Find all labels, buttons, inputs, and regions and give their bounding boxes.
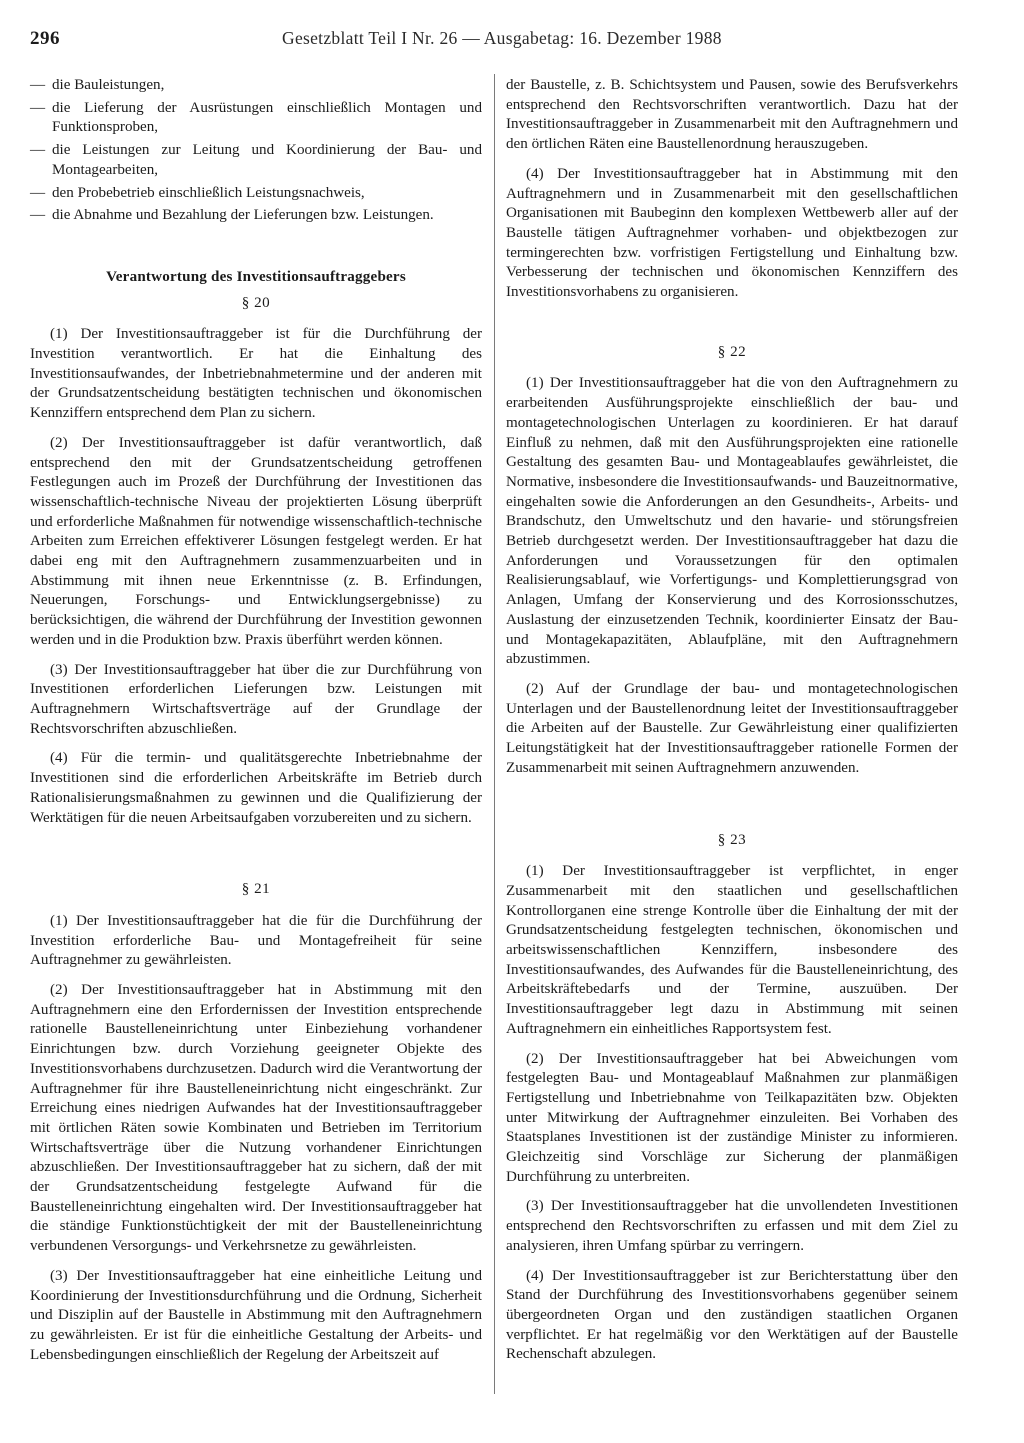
paragraph-21-1: (1) Der Investitionsauftraggeber hat die für die Durchführung der Investition erforderliche Bau- und Montagefreiheit für seine Auftragnehmer zu gewährleisten.	[30, 912, 482, 969]
list-item: — die Lieferung der Ausrüstungen einschließlich Montagen und Funktionsproben,	[30, 99, 482, 136]
section-heading: Verantwortung des Investitionsauftraggebers	[106, 268, 406, 285]
list-item: — die Leistungen zur Leitung und Koordinierung der Bau- und Montagearbeiten,	[30, 142, 482, 178]
running-title: Gesetzblatt Teil I Nr. 26 — Ausgabetag: 16. Dezember 1988	[282, 28, 722, 48]
paragraph-23-3: (3) Der Investitionsauftraggeber hat die unvollendeten Investitionen entsprechend den Rechtsvorschriften zu erfassen und mit dem Ziel zu analysieren, ihren Umfang spürbar zu verringern.	[506, 1198, 958, 1254]
paragraph-20-4: (4) Für die termin- und qualitätsgerechte Inbetriebnahme der Investitionen sind die erforderlichen Arbeitskräfte im Betrieb durch Rationalisierungsmaßnahmen zu gewinnen und die Qualifizierung der Werktätigen für die neuen Arbeitsaufgaben vorzubereiten und zu sichern.	[30, 750, 482, 826]
list-item: — die Abnahme und Bezahlung der Lieferungen bzw. Leistungen.	[30, 207, 434, 224]
paragraph-23-4: (4) Der Investitionsauftraggeber ist zur Berichterstattung über den Stand der Durchführung des Investitionsvorhabens gegenüber seinem übergeordneten Organ und den zuständigen staatlichen Organen verpflichtet. Er hat regelmäßig vor den Werktätigen auf der Baustelle Rechenschaft abzulegen.	[506, 1267, 958, 1363]
page-number: 296	[30, 28, 60, 49]
paragraph-23-2: (2) Der Investitionsauftraggeber hat bei Abweichungen vom festgelegten Bau- und Montageablauf Maßnahmen zur planmäßigen Fertigstellung und Inbetriebnahme von Teilkapazitäten bzw. Objekten unter Mitwirkung der Auftragnehmer einzuleiten. Bei Vorhaben des Staatsplanes Investitionen ist der zuständige Minister zu informieren. Gleichzeitig sind Vorschläge zur Sicherung der planmäßigen Durchführung zu unterbreiten.	[506, 1050, 958, 1185]
list-item: — die Bauleistungen,	[30, 77, 165, 93]
paragraph-20-2: (2) Der Investitionsauftraggeber ist dafür verantwortlich, daß entsprechend den mit der Grundsatzentscheidung getroffenen Festlegungen auch im Prozeß der Durchführung der Investitionen das wissenschaftlich-technische Niveau der projektierten Lösung überprüft und erforderliche Maßnahmen für notwendige wissenschaftlich-technische Arbeiten zum Erreichen effektiverer Lösungen festgelegt werden. Er hat dabei eng mit den Auftragnehmern zusammenzuarbeiten und in Abstimmung mit ihnen neue Erkenntnisse (z. B. Erfindungen, Neuerungen, Forschungs- und Entwicklungsergebnisse) zu berücksichtigen, die während der Durchführung der Investition gewonnen werden und in die Produktion bzw. Praxis überführt werden können.	[30, 434, 482, 648]
list-item: — den Probebetrieb einschließlich Leistungsnachweis,	[30, 184, 365, 201]
paragraph-22-2: (2) Auf der Grundlage der bau- und montagetechnologischen Unterlagen und der Baustellenordnung leitet der Investitionsauftraggeber die Arbeiten auf der Baustelle. Zur Gewährleistung einer qualifizierten Leitungstätigkeit hat der Investitionsauftraggeber rationelle Formen der Zusammenarbeit mit seinen Auftragnehmern anzuwenden.	[506, 680, 958, 776]
paragraph-22-1: (1) Der Investitionsauftraggeber hat die von den Auftragnehmern zu erarbeitenden Ausführungsprojekte einschließlich der bau- und montagetechnologischen Unterlagen zu koordinieren. Er hat darauf Einfluß zu nehmen, daß mit den Ausführungsprojekten eine rationelle Gestaltung des gesamten Bau- und Montageablaufes gewährleistet, die Normative, insbesondere die Investitionsaufwands- und Bauzeitnormative, eingehalten sowie die Anforderungen an den Gesundheits-, Arbeits- und Brandschutz, den Umweltschutz und den havarie- und störungsfreien Betrieb durchgesetzt werden. Der Investitionsauftraggeber hat dazu die Anforderungen und Voraussetzungen für den optimalen Realisierungsablauf, wie Vorfertigungs- und Komplettierungsgrad von Anlagen, Umfang der Konservierung und des Korrosionsschutzes, Auslastung der einzusetzenden Technik, koordinierter Einsatz der Bau- und Montagekapazitäten, Ablaufpläne, mit den Auftragnehmern abzustimmen.	[506, 375, 958, 668]
paragraph-20-3: (3) Der Investitionsauftraggeber hat über die zur Durchführung von Investitionen erforderlichen Lieferungen bzw. Leistungen mit Auftragnehmern Wirtschaftsverträge auf der Grundlage der Rechtsvorschriften abzuschließen.	[30, 661, 482, 737]
paragraph-sign-22: § 22	[717, 343, 747, 360]
paragraph-21-2: (2) Der Investitionsauftraggeber hat in Abstimmung mit den Auftragnehmern eine den Erfordernissen der Investition entsprechende rationelle Baustelleneinrichtung unter Einbeziehung vorhandener Einrichtungen bzw. durch Vorziehung geeigneter Objekte des Investitionsvorhabens durchzusetzen. Dadurch wird die Verantwortung der Auftragnehmer für ihre Baustelleneinrichtung nicht eingeschränkt. Zur Erreichung eines niedrigen Aufwandes hat der Investitionsauftraggeber mit örtlichen Räten sowie Kombinaten und Betrieben im Territorium Wirtschaftsverträge über die Nutzung vorhandener Einrichtungen abzuschließen. Der Investitionsauftraggeber hat zu sichern, daß der mit der Grundsatzentscheidung festgelegte Aufwand für die Baustelleneinrichtung eingehalten wird. Der Investitionsauftraggeber hat die ständige Funktionstüchtigkeit der mit der Baustelleneinrichtung verbundenen Versorgungs- und Verkehrsnetze zu gewährleisten.	[30, 982, 482, 1255]
page-header	[30, 28, 962, 54]
paragraph-20-1: (1) Der Investitionsauftraggeber ist für die Durchführung der Investition verantwortlich. Er hat die Einhaltung des Investitionsaufwandes, der Inbetriebnahmetermine und der anderen mit der Grundsatzentscheidung bestätigten technischen und ökonomischen Kennziffern entsprechend dem Plan zu sichern.	[30, 326, 482, 422]
paragraph-21-3-continued: der Baustelle, z. B. Schichtsystem und Pausen, sowie des Berufsverkehrs entsprechend den Rechtsvorschriften verantwortlich. Dazu hat der Investitionsauftraggeber in Zusammenarbeit mit den Auftragnehmern und den örtlichen Räten eine Baustellenordnung herauszugeben.	[506, 77, 958, 153]
paragraph-sign-21: § 21	[241, 881, 271, 898]
left-column	[30, 76, 482, 1423]
right-column	[506, 76, 958, 1423]
column-divider	[494, 74, 495, 1394]
paragraph-sign-20: § 20	[241, 294, 271, 311]
paragraph-23-1: (1) Der Investitionsauftraggeber ist verpflichtet, in enger Zusammenarbeit mit den staatlichen und gesellschaftlichen Kontrollorganen eine strenge Kontrolle über die Einhaltung der mit der Grundsatzentscheidung festgelegten technischen, ökonomischen und arbeitswissenschaftlichen Kennziffern, insbesondere des Investitionsaufwandes, des Aufwandes für die Baustelleneinrichtung, des Arbeitskräftebedarfs und der Termine, auszuüben. Der Investitionsauftraggeber legt dazu in Abstimmung mit seinen Auftragnehmern ein einheitliches Rapportsystem fest.	[506, 863, 958, 1037]
scope-list	[30, 76, 482, 226]
paragraph-21-3: (3) Der Investitionsauftraggeber hat eine einheitliche Leitung und Koordinierung der Investitionsdurchführung und die Ordnung, Sicherheit und Disziplin auf der Baustelle in Abstimmung mit den Auftragnehmern zu gewährleisten. Er ist für die einheitliche Gestaltung der Arbeits- und Lebensbedingungen einschließlich der Regelung der Arbeitszeit auf	[30, 1267, 482, 1363]
paragraph-21-4: (4) Der Investitionsauftraggeber hat in Abstimmung mit den Auftragnehmern und in Zusammenarbeit mit den gesellschaftlichen Organisationen mit Baubeginn den komplexen Wettbewerb aller auf der Baustelle tätigen Auftragnehmer vorhaben- und objektbezogen zur termingerechten bzw. vorfristigen Fertigstellung und Einhaltung bzw. Verbesserung der technischen und ökonomischen Kennziffern des Investitionsvorhabens zu organisieren.	[506, 165, 958, 301]
paragraph-sign-23: § 23	[717, 831, 747, 848]
